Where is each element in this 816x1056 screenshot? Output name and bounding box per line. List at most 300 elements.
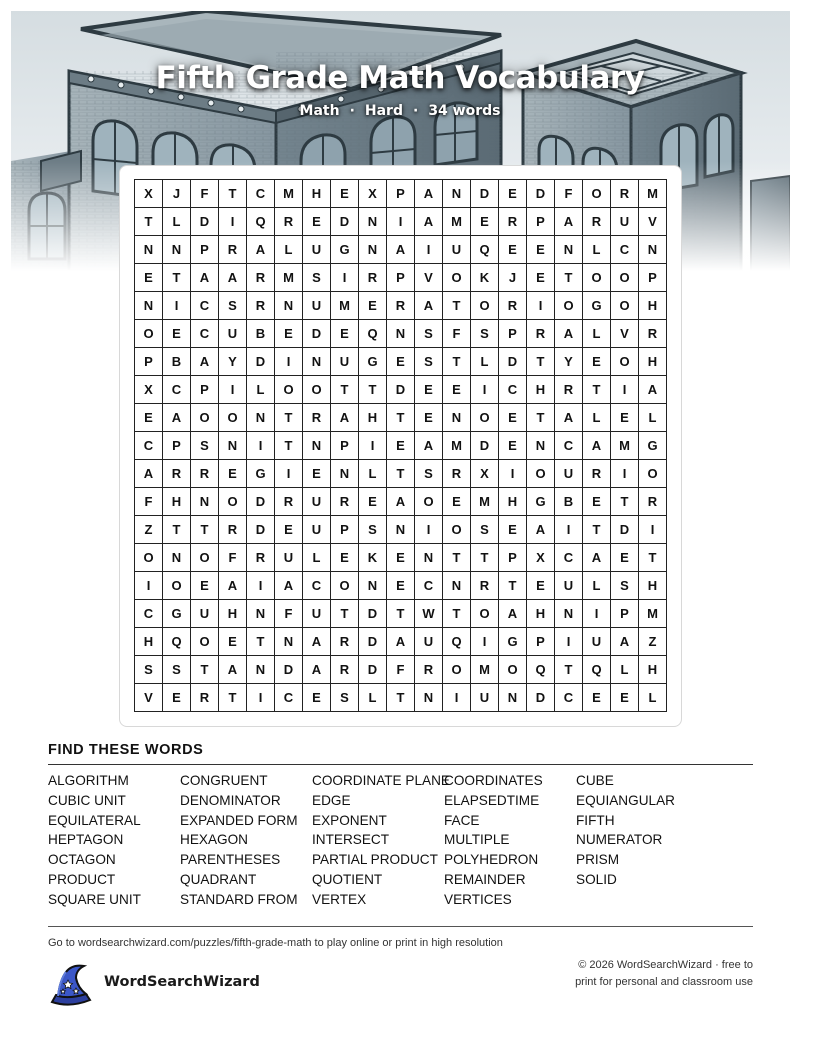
grid-cell[interactable]: N xyxy=(639,236,667,264)
grid-cell[interactable]: I xyxy=(555,628,583,656)
grid-cell[interactable]: H xyxy=(359,404,387,432)
grid-cell[interactable]: D xyxy=(387,376,415,404)
grid-cell[interactable]: E xyxy=(359,488,387,516)
grid-cell[interactable]: O xyxy=(219,488,247,516)
grid-cell[interactable]: N xyxy=(163,544,191,572)
grid-cell[interactable]: N xyxy=(359,572,387,600)
grid-cell[interactable]: M xyxy=(471,656,499,684)
grid-cell[interactable]: E xyxy=(415,404,443,432)
grid-cell[interactable]: O xyxy=(163,572,191,600)
grid-cell[interactable]: T xyxy=(639,544,667,572)
grid-cell[interactable]: E xyxy=(387,544,415,572)
grid-cell[interactable]: R xyxy=(331,656,359,684)
grid-cell[interactable]: G xyxy=(163,600,191,628)
grid-cell[interactable]: N xyxy=(135,292,163,320)
grid-cell[interactable]: O xyxy=(135,320,163,348)
grid-cell[interactable]: S xyxy=(415,460,443,488)
grid-cell[interactable]: O xyxy=(471,292,499,320)
grid-cell[interactable]: R xyxy=(191,460,219,488)
grid-cell[interactable]: O xyxy=(415,488,443,516)
grid-cell[interactable]: R xyxy=(499,292,527,320)
grid-cell[interactable]: R xyxy=(247,264,275,292)
grid-cell[interactable]: E xyxy=(527,572,555,600)
grid-cell[interactable]: E xyxy=(303,208,331,236)
grid-cell[interactable]: E xyxy=(583,488,611,516)
grid-cell[interactable]: U xyxy=(303,600,331,628)
grid-cell[interactable]: D xyxy=(247,516,275,544)
grid-cell[interactable]: F xyxy=(275,600,303,628)
grid-cell[interactable]: D xyxy=(247,488,275,516)
grid-cell[interactable]: V xyxy=(135,684,163,712)
grid-cell[interactable]: I xyxy=(611,376,639,404)
grid-cell[interactable]: C xyxy=(555,684,583,712)
grid-cell[interactable]: N xyxy=(443,404,471,432)
grid-cell[interactable]: Z xyxy=(639,628,667,656)
grid-cell[interactable]: U xyxy=(303,488,331,516)
grid-cell[interactable]: A xyxy=(303,656,331,684)
grid-cell[interactable]: I xyxy=(247,684,275,712)
grid-cell[interactable]: A xyxy=(191,264,219,292)
grid-cell[interactable]: P xyxy=(639,264,667,292)
grid-cell[interactable]: H xyxy=(639,656,667,684)
grid-cell[interactable]: G xyxy=(527,488,555,516)
grid-cell[interactable]: N xyxy=(415,684,443,712)
grid-cell[interactable]: O xyxy=(527,460,555,488)
grid-cell[interactable]: I xyxy=(443,684,471,712)
grid-cell[interactable]: A xyxy=(555,320,583,348)
grid-cell[interactable]: T xyxy=(555,656,583,684)
grid-cell[interactable]: N xyxy=(387,320,415,348)
grid-cell[interactable]: R xyxy=(527,320,555,348)
grid-cell[interactable]: P xyxy=(191,236,219,264)
grid-cell[interactable]: O xyxy=(303,376,331,404)
grid-cell[interactable]: R xyxy=(415,656,443,684)
grid-cell[interactable]: Q xyxy=(359,320,387,348)
grid-cell[interactable]: O xyxy=(191,544,219,572)
grid-cell[interactable]: N xyxy=(303,348,331,376)
grid-cell[interactable]: X xyxy=(471,460,499,488)
grid-cell[interactable]: O xyxy=(499,656,527,684)
grid-cell[interactable]: O xyxy=(443,656,471,684)
grid-cell[interactable]: L xyxy=(639,684,667,712)
grid-cell[interactable]: T xyxy=(583,516,611,544)
grid-cell[interactable]: R xyxy=(583,460,611,488)
grid-cell[interactable]: A xyxy=(583,432,611,460)
grid-cell[interactable]: I xyxy=(359,432,387,460)
grid-cell[interactable]: H xyxy=(639,292,667,320)
grid-cell[interactable]: S xyxy=(611,572,639,600)
grid-cell[interactable]: T xyxy=(527,404,555,432)
grid-cell[interactable]: D xyxy=(247,348,275,376)
grid-cell[interactable]: I xyxy=(163,292,191,320)
grid-cell[interactable]: S xyxy=(135,656,163,684)
grid-cell[interactable]: R xyxy=(275,208,303,236)
grid-cell[interactable]: R xyxy=(583,208,611,236)
grid-cell[interactable]: A xyxy=(415,208,443,236)
grid-cell[interactable]: O xyxy=(639,460,667,488)
grid-cell[interactable]: T xyxy=(163,516,191,544)
grid-cell[interactable]: O xyxy=(611,348,639,376)
grid-cell[interactable]: T xyxy=(611,488,639,516)
grid-cell[interactable]: C xyxy=(415,572,443,600)
grid-cell[interactable]: T xyxy=(275,432,303,460)
grid-cell[interactable]: S xyxy=(415,320,443,348)
grid-cell[interactable]: E xyxy=(499,180,527,208)
grid-cell[interactable]: B xyxy=(163,348,191,376)
grid-cell[interactable]: R xyxy=(163,460,191,488)
grid-cell[interactable]: S xyxy=(359,516,387,544)
grid-cell[interactable]: I xyxy=(415,236,443,264)
grid-cell[interactable]: I xyxy=(247,432,275,460)
grid-cell[interactable]: A xyxy=(639,376,667,404)
grid-cell[interactable]: R xyxy=(219,236,247,264)
grid-cell[interactable]: M xyxy=(275,180,303,208)
grid-cell[interactable]: U xyxy=(303,292,331,320)
grid-cell[interactable]: E xyxy=(303,460,331,488)
grid-cell[interactable]: K xyxy=(471,264,499,292)
grid-cell[interactable]: N xyxy=(387,516,415,544)
grid-cell[interactable]: O xyxy=(555,292,583,320)
grid-cell[interactable]: R xyxy=(331,628,359,656)
grid-cell[interactable]: J xyxy=(499,264,527,292)
grid-cell[interactable]: S xyxy=(219,292,247,320)
grid-cell[interactable]: U xyxy=(443,236,471,264)
grid-cell[interactable]: T xyxy=(387,460,415,488)
grid-cell[interactable]: P xyxy=(163,432,191,460)
grid-cell[interactable]: F xyxy=(443,320,471,348)
grid-cell[interactable]: T xyxy=(527,348,555,376)
grid-cell[interactable]: D xyxy=(191,208,219,236)
grid-cell[interactable]: E xyxy=(135,264,163,292)
grid-cell[interactable]: T xyxy=(219,684,247,712)
grid-cell[interactable]: M xyxy=(443,432,471,460)
grid-cell[interactable]: I xyxy=(471,628,499,656)
grid-cell[interactable]: O xyxy=(331,572,359,600)
grid-cell[interactable]: M xyxy=(471,488,499,516)
grid-cell[interactable]: P xyxy=(499,320,527,348)
grid-cell[interactable]: T xyxy=(555,264,583,292)
grid-cell[interactable]: C xyxy=(303,572,331,600)
grid-cell[interactable]: C xyxy=(247,180,275,208)
grid-cell[interactable]: O xyxy=(219,404,247,432)
grid-cell[interactable]: A xyxy=(499,600,527,628)
grid-cell[interactable]: H xyxy=(163,488,191,516)
grid-cell[interactable]: E xyxy=(583,348,611,376)
grid-cell[interactable]: O xyxy=(611,264,639,292)
grid-cell[interactable]: T xyxy=(359,376,387,404)
grid-cell[interactable]: G xyxy=(639,432,667,460)
grid-cell[interactable]: D xyxy=(359,656,387,684)
grid-cell[interactable]: G xyxy=(331,236,359,264)
grid-cell[interactable]: C xyxy=(275,684,303,712)
grid-cell[interactable]: P xyxy=(527,208,555,236)
grid-cell[interactable]: A xyxy=(415,292,443,320)
grid-cell[interactable]: L xyxy=(303,544,331,572)
grid-cell[interactable]: B xyxy=(247,320,275,348)
grid-cell[interactable]: I xyxy=(639,516,667,544)
grid-cell[interactable]: R xyxy=(303,404,331,432)
grid-cell[interactable]: P xyxy=(135,348,163,376)
grid-cell[interactable]: E xyxy=(611,544,639,572)
grid-cell[interactable]: A xyxy=(219,264,247,292)
grid-cell[interactable]: T xyxy=(443,292,471,320)
grid-cell[interactable]: T xyxy=(331,376,359,404)
grid-cell[interactable]: J xyxy=(163,180,191,208)
grid-cell[interactable]: E xyxy=(415,376,443,404)
grid-cell[interactable]: S xyxy=(163,656,191,684)
grid-cell[interactable]: H xyxy=(135,628,163,656)
grid-cell[interactable]: A xyxy=(219,656,247,684)
grid-cell[interactable]: N xyxy=(527,432,555,460)
grid-cell[interactable]: E xyxy=(583,684,611,712)
grid-cell[interactable]: L xyxy=(359,460,387,488)
grid-cell[interactable]: F xyxy=(555,180,583,208)
grid-cell[interactable]: L xyxy=(275,236,303,264)
grid-cell[interactable]: A xyxy=(387,488,415,516)
grid-cell[interactable]: T xyxy=(191,516,219,544)
grid-cell[interactable]: A xyxy=(555,208,583,236)
grid-cell[interactable]: A xyxy=(415,432,443,460)
grid-cell[interactable]: I xyxy=(275,460,303,488)
grid-cell[interactable]: L xyxy=(583,572,611,600)
grid-cell[interactable]: M xyxy=(639,600,667,628)
grid-cell[interactable]: I xyxy=(135,572,163,600)
grid-cell[interactable]: V xyxy=(639,208,667,236)
grid-cell[interactable]: T xyxy=(135,208,163,236)
grid-cell[interactable]: E xyxy=(527,264,555,292)
grid-cell[interactable]: X xyxy=(135,376,163,404)
grid-cell[interactable]: R xyxy=(387,292,415,320)
grid-cell[interactable]: Q xyxy=(583,656,611,684)
grid-cell[interactable]: O xyxy=(583,264,611,292)
grid-cell[interactable]: E xyxy=(387,432,415,460)
grid-cell[interactable]: M xyxy=(443,208,471,236)
grid-cell[interactable]: M xyxy=(639,180,667,208)
grid-cell[interactable]: C xyxy=(191,292,219,320)
grid-cell[interactable]: E xyxy=(191,572,219,600)
grid-cell[interactable]: U xyxy=(555,572,583,600)
grid-cell[interactable]: A xyxy=(303,628,331,656)
grid-cell[interactable]: F xyxy=(135,488,163,516)
grid-cell[interactable]: I xyxy=(583,600,611,628)
grid-cell[interactable]: I xyxy=(219,376,247,404)
grid-cell[interactable]: N xyxy=(163,236,191,264)
grid-cell[interactable]: N xyxy=(331,460,359,488)
grid-cell[interactable]: F xyxy=(387,656,415,684)
grid-cell[interactable]: U xyxy=(275,544,303,572)
grid-cell[interactable]: E xyxy=(331,320,359,348)
grid-cell[interactable]: N xyxy=(247,600,275,628)
grid-cell[interactable]: O xyxy=(135,544,163,572)
grid-cell[interactable]: N xyxy=(303,432,331,460)
grid-cell[interactable]: P xyxy=(387,180,415,208)
grid-cell[interactable]: L xyxy=(247,376,275,404)
grid-cell[interactable]: U xyxy=(331,348,359,376)
grid-cell[interactable]: L xyxy=(583,320,611,348)
grid-cell[interactable]: M xyxy=(331,292,359,320)
grid-cell[interactable]: O xyxy=(275,376,303,404)
grid-cell[interactable]: A xyxy=(415,180,443,208)
grid-cell[interactable]: H xyxy=(639,572,667,600)
grid-cell[interactable]: I xyxy=(219,208,247,236)
grid-cell[interactable]: C xyxy=(191,320,219,348)
grid-cell[interactable]: P xyxy=(499,544,527,572)
grid-cell[interactable]: O xyxy=(443,516,471,544)
grid-cell[interactable]: T xyxy=(219,180,247,208)
grid-cell[interactable]: N xyxy=(275,628,303,656)
grid-cell[interactable]: O xyxy=(471,600,499,628)
grid-cell[interactable]: R xyxy=(555,376,583,404)
grid-cell[interactable]: X xyxy=(135,180,163,208)
grid-cell[interactable]: I xyxy=(247,572,275,600)
grid-cell[interactable]: A xyxy=(247,236,275,264)
grid-cell[interactable]: E xyxy=(303,684,331,712)
grid-cell[interactable]: W xyxy=(415,600,443,628)
grid-cell[interactable]: A xyxy=(275,572,303,600)
grid-cell[interactable]: Q xyxy=(443,628,471,656)
grid-cell[interactable]: E xyxy=(163,684,191,712)
grid-cell[interactable]: D xyxy=(275,656,303,684)
grid-cell[interactable]: K xyxy=(359,544,387,572)
grid-cell[interactable]: N xyxy=(247,656,275,684)
grid-cell[interactable]: G xyxy=(583,292,611,320)
grid-cell[interactable]: I xyxy=(527,292,555,320)
grid-cell[interactable]: F xyxy=(219,544,247,572)
grid-cell[interactable]: G xyxy=(499,628,527,656)
grid-cell[interactable]: P xyxy=(191,376,219,404)
grid-cell[interactable]: P xyxy=(387,264,415,292)
grid-cell[interactable]: U xyxy=(611,208,639,236)
grid-cell[interactable]: D xyxy=(303,320,331,348)
grid-cell[interactable]: O xyxy=(191,404,219,432)
grid-cell[interactable]: G xyxy=(247,460,275,488)
grid-cell[interactable]: A xyxy=(219,572,247,600)
grid-cell[interactable]: E xyxy=(135,404,163,432)
grid-cell[interactable]: Y xyxy=(219,348,247,376)
grid-cell[interactable]: U xyxy=(303,236,331,264)
grid-cell[interactable]: T xyxy=(443,348,471,376)
grid-cell[interactable]: S xyxy=(471,516,499,544)
grid-cell[interactable]: N xyxy=(359,236,387,264)
grid-cell[interactable]: A xyxy=(163,404,191,432)
grid-cell[interactable]: E xyxy=(219,628,247,656)
grid-cell[interactable]: O xyxy=(191,628,219,656)
grid-cell[interactable]: E xyxy=(331,180,359,208)
grid-cell[interactable]: S xyxy=(331,684,359,712)
grid-cell[interactable]: T xyxy=(499,572,527,600)
grid-cell[interactable]: U xyxy=(583,628,611,656)
grid-cell[interactable]: D xyxy=(331,208,359,236)
grid-cell[interactable]: D xyxy=(471,180,499,208)
grid-cell[interactable]: E xyxy=(275,320,303,348)
grid-cell[interactable]: T xyxy=(247,628,275,656)
grid-cell[interactable]: G xyxy=(359,348,387,376)
grid-cell[interactable]: E xyxy=(471,208,499,236)
grid-cell[interactable]: R xyxy=(443,460,471,488)
grid-cell[interactable]: P xyxy=(331,516,359,544)
grid-cell[interactable]: L xyxy=(611,656,639,684)
grid-cell[interactable]: R xyxy=(247,292,275,320)
grid-cell[interactable]: N xyxy=(135,236,163,264)
grid-cell[interactable]: U xyxy=(303,516,331,544)
grid-cell[interactable]: E xyxy=(443,488,471,516)
grid-cell[interactable]: I xyxy=(415,516,443,544)
grid-cell[interactable]: P xyxy=(527,628,555,656)
grid-cell[interactable]: E xyxy=(499,236,527,264)
grid-cell[interactable]: O xyxy=(443,264,471,292)
grid-cell[interactable]: C xyxy=(555,432,583,460)
grid-cell[interactable]: B xyxy=(555,488,583,516)
grid-cell[interactable]: N xyxy=(415,544,443,572)
grid-cell[interactable]: S xyxy=(415,348,443,376)
grid-cell[interactable]: C xyxy=(499,376,527,404)
grid-cell[interactable]: R xyxy=(499,208,527,236)
grid-cell[interactable]: N xyxy=(555,600,583,628)
grid-cell[interactable]: C xyxy=(163,376,191,404)
grid-cell[interactable]: A xyxy=(527,516,555,544)
grid-cell[interactable]: E xyxy=(275,516,303,544)
grid-cell[interactable]: T xyxy=(471,544,499,572)
grid-cell[interactable]: I xyxy=(611,460,639,488)
grid-cell[interactable]: X xyxy=(527,544,555,572)
grid-cell[interactable]: E xyxy=(331,544,359,572)
grid-cell[interactable]: S xyxy=(471,320,499,348)
grid-cell[interactable]: Q xyxy=(247,208,275,236)
grid-cell[interactable]: L xyxy=(471,348,499,376)
grid-cell[interactable]: R xyxy=(471,572,499,600)
grid-cell[interactable]: R xyxy=(639,488,667,516)
grid-cell[interactable]: M xyxy=(275,264,303,292)
grid-cell[interactable]: S xyxy=(191,432,219,460)
grid-cell[interactable]: I xyxy=(471,376,499,404)
grid-cell[interactable]: P xyxy=(331,432,359,460)
grid-cell[interactable]: T xyxy=(387,404,415,432)
grid-cell[interactable]: I xyxy=(499,460,527,488)
grid-cell[interactable]: R xyxy=(247,544,275,572)
grid-cell[interactable]: A xyxy=(611,628,639,656)
grid-cell[interactable]: C xyxy=(555,544,583,572)
grid-cell[interactable]: O xyxy=(471,404,499,432)
grid-cell[interactable]: U xyxy=(191,600,219,628)
grid-cell[interactable]: D xyxy=(359,600,387,628)
grid-cell[interactable]: R xyxy=(219,516,247,544)
grid-cell[interactable]: L xyxy=(359,684,387,712)
play-online-link[interactable]: Go to wordsearchwizard.com/puzzles/fifth-grade-math to play online or print in high resolution xyxy=(48,937,503,949)
grid-cell[interactable]: V xyxy=(611,320,639,348)
grid-cell[interactable]: L xyxy=(583,236,611,264)
grid-cell[interactable]: A xyxy=(387,628,415,656)
grid-cell[interactable]: R xyxy=(611,180,639,208)
grid-cell[interactable]: H xyxy=(499,488,527,516)
grid-cell[interactable]: Q xyxy=(471,236,499,264)
grid-cell[interactable]: H xyxy=(219,600,247,628)
grid-cell[interactable]: D xyxy=(527,684,555,712)
grid-cell[interactable]: E xyxy=(219,460,247,488)
grid-cell[interactable]: A xyxy=(555,404,583,432)
grid-cell[interactable]: O xyxy=(583,180,611,208)
grid-cell[interactable]: T xyxy=(163,264,191,292)
grid-cell[interactable]: F xyxy=(191,180,219,208)
grid-cell[interactable]: N xyxy=(275,292,303,320)
grid-cell[interactable]: I xyxy=(275,348,303,376)
grid-cell[interactable]: P xyxy=(611,600,639,628)
grid-cell[interactable]: E xyxy=(499,516,527,544)
grid-cell[interactable]: C xyxy=(611,236,639,264)
grid-cell[interactable]: T xyxy=(443,544,471,572)
grid-cell[interactable]: N xyxy=(499,684,527,712)
grid-cell[interactable]: D xyxy=(471,432,499,460)
grid-cell[interactable]: Y xyxy=(555,348,583,376)
